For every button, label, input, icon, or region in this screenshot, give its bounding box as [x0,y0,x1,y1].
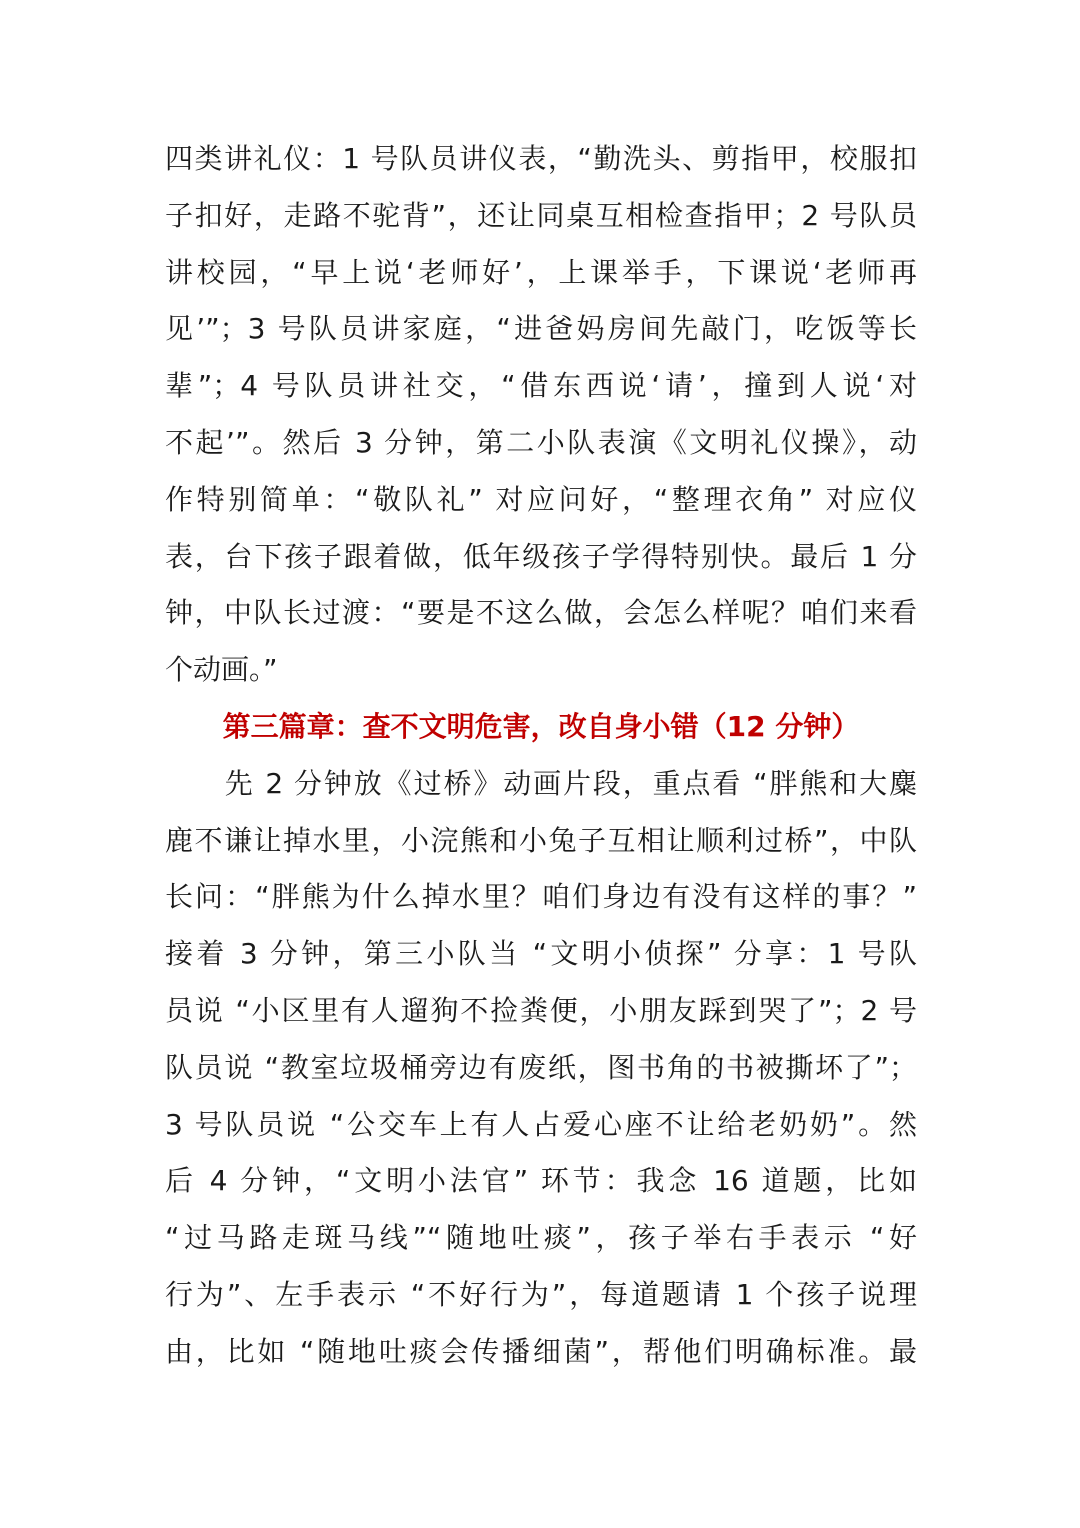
paragraph-line: 接着 3 分钟，第三小队当 “文明小侦探” 分享：1 号队 [165,937,917,971]
paragraph-line: 行为”、左手表示 “不好行为”，每道题请 1 个孩子说理 [165,1277,917,1311]
document-body [165,131,917,1381]
paragraph-line: 后 4 分钟，“文明小法官” 环节：我念 16 道题，比如 [165,1164,917,1198]
paragraph-line: 员说 “小区里有人遛狗不捡粪便，小朋友踩到哭了”；2 号 [165,993,917,1027]
paragraph-line: “过马路走斑马线”“随地吐痰”，孩子举右手表示 “好 [165,1221,917,1255]
paragraph-line: 个动画。” [165,653,278,687]
paragraph-line: 讲校园，“早上说‘老师好’，上课举手，下课说‘老师再 [165,255,917,289]
paragraph-line: 长问：“胖熊为什么掉水里？咱们身边有没有这样的事？” [165,880,917,914]
paragraph-line: 四类讲礼仪：1 号队员讲仪表，“勤洗头、剪指甲，校服扣 [165,142,917,175]
paragraph-line: 鹿不谦让掉水里，小浣熊和小兔子互相让顺利过桥”，中队 [165,823,917,857]
paragraph-line: 队员说 “教室垃圾桶旁边有废纸，图书角的书被撕坏了”； [165,1050,917,1084]
section-heading: 第三篇章：查不文明危害，改自身小错（12 分钟） [222,709,860,743]
paragraph-line: 作特别简单：“敬队礼” 对应问好，“整理衣角” 对应仪 [165,482,917,516]
paragraph-line: 辈”；4 号队员讲社交，“借东西说‘请’，撞到人说‘对 [165,369,917,403]
paragraph-line: 表，台下孩子跟着做，低年级孩子学得特别快。最后 1 分 [165,539,917,573]
paragraph-line: 见’”；3 号队员讲家庭，“进爸妈房间先敲门，吃饭等长 [165,312,917,346]
paragraph-line: 3 号队员说 “公交车上有人占爱心座不让给老奶奶”。然 [165,1107,917,1141]
paragraph-line: 不起’”。然后 3 分钟，第二小队表演《文明礼仪操》，动 [165,425,917,459]
paragraph-line: 子扣好，走路不驼背”，还让同桌互相检查指甲；2 号队员 [165,198,917,232]
paragraph-line: 由，比如 “随地吐痰会传播细菌”，帮他们明确标准。最 [165,1334,917,1368]
paragraph-line: 钟，中队长过渡：“要是不这么做，会怎么样呢？咱们来看 [165,596,917,630]
paragraph-line: 先 2 分钟放《过桥》动画片段，重点看 “胖熊和大麋 [165,766,917,800]
